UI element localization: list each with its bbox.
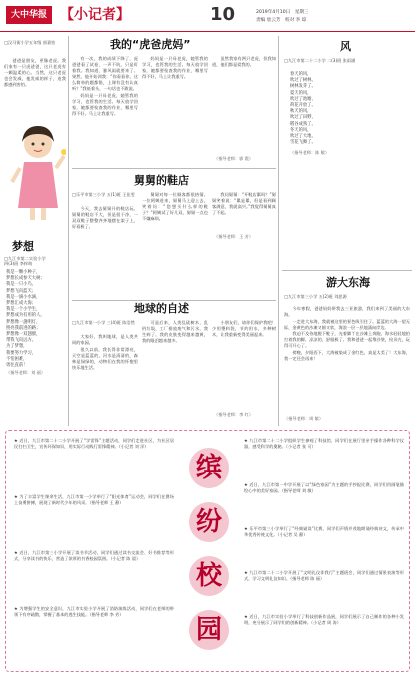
news-text: ★ 为增强学生的安全意识，九江市实验小学开展了消防演练活动，同学们在老师的带领下有序疏散，掌握了基本的逃生技能。（指导老师 李 芳） (14, 606, 174, 618)
campus-title-char: 纷 (189, 502, 229, 542)
campus-title-char: 校 (189, 556, 229, 596)
poem-line: 带我飞向远方。 (6, 338, 37, 344)
news-text: ★ 近日，九江市实验小学举行了科技创新作品展，同学们展示了自己制作的各种小发明，充分展示了同学们的创新精神。（小记者 周 涛） (244, 614, 404, 626)
article-body-dad (212, 56, 276, 154)
poem-line: 吹过了树林， (290, 78, 316, 84)
paragraph: 今年寒假，爸爸妈妈带我去三亚旅游，我们来到了美丽的大东海。 (284, 306, 410, 317)
paragraph: 今天，我去舅舅开的鞋店玩。舅舅的鞋店不大，但是很干净，一双双鞋子整整齐齐地摆在架子上，好看极了。 (72, 206, 138, 229)
poem-line: 为了梦想， (6, 344, 28, 350)
poem-line: 春天的风， (290, 72, 312, 77)
article-byline-dream: □九江市第二实验小学 四(3)班 李梓萌 (4, 256, 46, 267)
article-teacher-earth: （指导老师：李 红） (214, 412, 254, 417)
article-body-store (72, 206, 138, 240)
poem-line: 树林发芽了。 (290, 84, 316, 90)
article-title-earth: 地球的自述 (134, 302, 189, 315)
poem-line: 我是一只小鸟， (6, 282, 37, 288)
paragraph: 妈妈是一只母老虎，她管我的学习，也管我的生活。每天放学回家，她都要检查我的作业，哪里写得不好，马上让我重写。 (142, 56, 208, 79)
article-body-dad (72, 56, 138, 164)
news-text: ★ 九江市第二十二小学组织学生参观了科技馆，同学们在展厅里亲手操作各种科学仪器，感受科学的奥秘。（小记者 张 可） (244, 438, 404, 450)
poem-line: 吹过了大地， (290, 134, 316, 140)
paragraph: 大家好，我叫地球，是人类共同的家园。 (72, 334, 138, 345)
paragraph: 妈妈是一只母老虎，她管我的学习，也管我的生活。每天放学回家，她都要检查我的作业，哪里写得不好，马上让我重写。 (72, 92, 138, 116)
news-text: ★ 近日，九江市第一中学开展了以“绿色家园”为主题的手抄报比赛，同学们用画笔描绘心中的美好家园。（指导老师 刘 敏） (244, 482, 404, 494)
article-byline-earth: □九江市第一小学 三(4)班 陈浩然 (72, 320, 135, 325)
row-divider (72, 300, 276, 301)
news-text: ★ 近日，九江市第三小学开展了读书节活动，同学们通过读书交流会、好书推荐等形式，分享读书的快乐，营造了浓厚的书香校园氛围。（小记者 陈 晨） (14, 550, 174, 562)
paragraph: 虽然我家有两只老虎，但我知道，他们都是爱我的。 (212, 56, 276, 67)
article-title-sea: 游大东海 (326, 276, 370, 289)
column-divider (68, 36, 69, 426)
paragraph: 小朋友们，请你们保护我吧！少用塑料袋，节约用水，多种树木，让我重新变得美丽起来。 (212, 320, 276, 337)
issue-date: 2019年4月10日 星期三 (256, 10, 309, 15)
campus-news-item (14, 606, 174, 666)
article-teacher-sea: （指导老师：周 敏） (284, 416, 324, 421)
editor-credits: 责编 詹云芳 校对 李 琼 (256, 18, 307, 23)
article-title-dream: 梦想 (12, 240, 34, 253)
newspaper-logo: 大中华报 (6, 6, 52, 24)
poem-line: 梦想像一双翅膀， (6, 332, 41, 338)
paragraph: 很久以前，我长得非常漂亮，天空是蓝蓝的，河水是清清的，森林是绿绿的，动物们在我的怀抱里快乐地生活。 (72, 346, 138, 370)
campus-title (180, 440, 238, 668)
row-divider (72, 168, 276, 169)
poem-wind (290, 72, 408, 146)
masthead (0, 0, 415, 32)
poem-line: 我是一颗小种子， (6, 270, 41, 275)
article-title-store: 舅舅的鞋店 (134, 174, 189, 187)
poem-line: 梦想飞向蓝天； (6, 288, 37, 294)
campus-news-item (14, 550, 174, 602)
article-body-dad (4, 58, 66, 116)
paragraph: 我迫不及待地脱下鞋子，光着脚丫在沙滩上奔跑。海水轻轻地拍打着我的脚，凉凉的，舒服极了。我和爸爸一起堆沙堡，捡贝壳，玩得可开心了。 (284, 331, 410, 348)
poem-line: 梦想像一盏明灯， (6, 319, 41, 325)
poem-line: 我要努力学习， (6, 350, 37, 356)
campus-title-char: 缤 (189, 448, 229, 488)
poem-line: 不怕困难， (6, 356, 28, 362)
news-text: ★ 近日，九江市第二十二小学开展了“学雷锋”主题活动，同学们走进社区，为社区居民打扫卫生，宣传环保知识，用实际行动践行雷锋精神。（小记者 刘 洋） (14, 438, 174, 450)
poem-line: 照亮我前进的路； (6, 325, 41, 331)
article-title-wind: 风 (340, 40, 351, 53)
news-text: ★ 为了丰富学生课余生活，九江市第一小学举行了“阳光体育”运动会，同学们在赛场上奋勇拼搏，展现了新时代少年的风采。（指导老师 王 静） (14, 494, 174, 506)
poem-line: 吹过了池塘， (290, 96, 316, 102)
row-divider (282, 270, 412, 271)
campus-news-item (244, 614, 404, 664)
paragraph: 可是后来，人类乱砍树木，乱扔垃圾，工厂排放废气和污水，我生病了。我的皮肤变得越来越黄，我的眼泪越来越多。 (142, 320, 208, 343)
campus-news-item (14, 494, 174, 546)
article-byline-sea: □九江市第三小学 五(2)班 刘思源 (284, 294, 347, 299)
paragraph: 舅舅对每一位顾客都很热情。一位阿姨进来，舅舅马上迎上去，笑着问：“您想买什么样的鞋子？”阿姨试了好几双，舅舅一点也不嫌麻烦。 (142, 192, 208, 221)
campus-news-item (244, 438, 404, 478)
article-body-earth (72, 334, 138, 422)
poem-line: 稻谷成熟了。 (290, 121, 316, 127)
article-title-dad: 我的“虎爸虎妈” (110, 38, 191, 51)
article-byline-dad: □汉马街小学五年级 郭嘉怡 (4, 40, 56, 45)
poem-line: 梦想长成参天大树； (6, 276, 45, 282)
poem-line: 我是一个小学生， (6, 307, 41, 313)
section-title: 【小记者】 (60, 7, 130, 23)
poem-line: 吹过了田野， (290, 115, 316, 121)
page-number: 10 (210, 4, 236, 25)
article-body-earth (212, 320, 276, 410)
article-teacher-dream: （指导老师：刘 丽） (6, 370, 46, 375)
column-divider (278, 36, 279, 426)
article-body-sea (284, 306, 410, 414)
paragraph: 爸爸是朋友，更像老虎。我们家有一只虎爸爸，这只老虎有一颗温柔的心。当然，这只老虎也会发威，他发威的样子，连我都感到害怕。 (4, 58, 66, 87)
paragraph: 我问舅舅：“开鞋店累吗？”舅舅笑着说：“累是累，但是看到顾客满意，我就高兴。”我觉得舅舅真了不起。 (212, 192, 276, 215)
paragraph: 傍晚，夕阳西下，大海被染成了金红色，真是太美了！大东海，我一定还会再来！ (284, 349, 410, 361)
news-text: ★ 九江市第二十二小学开展了“文明礼仪伴我行”主题班会，同学们通过情景表演等形式，学习文明礼仪知识。（指导老师 陈 丽） (244, 570, 404, 582)
campus-news-item (244, 526, 404, 566)
poem-line: 勇往直前！ (6, 363, 28, 369)
article-teacher-wind: （指导老师：陈 敏） (290, 150, 330, 155)
article-body-earth (142, 320, 208, 422)
poem-line: 秋天的风， (290, 109, 312, 115)
article-byline-store: □乐平市第三小学 五(1)班 王佳雯 (72, 192, 135, 197)
article-teacher-store: （指导老师：王 芳） (214, 234, 254, 239)
paragraph: 有一次，我的成绩下降了，虎爸爸看了试卷，一声不吭，只是盯着我。我知道，暴风雨就要来了。果然，他开始训我：“你看看你，这么简单的题都错，上课有没有认真听？”我低着头，一句话也不敢说。 (72, 56, 138, 91)
article-body-store (142, 192, 208, 240)
campus-title-char: 园 (189, 610, 229, 650)
article-body-dad (142, 56, 208, 164)
poem-line: 夏天的风， (290, 90, 312, 96)
poem-line: 梦想成为有用的人。 (6, 313, 45, 319)
article-body-store (212, 192, 276, 232)
girl-illustration (10, 118, 66, 224)
poem-line: 荷花开放了。 (290, 103, 316, 109)
article-byline-wind: □九江市第二十二小学 二(3)班 张雨涵 (284, 58, 356, 63)
poem-dream (6, 270, 66, 369)
paragraph: 一走进大东海，我就被这里的景色吸引住了。蓝蓝的大海一望无际，金黄色的沙滩又细又软，海浪一层一层地涌向岸边。 (284, 318, 410, 330)
poem-line: 雪花飞舞了。 (290, 140, 316, 146)
campus-news-item (14, 438, 174, 490)
poem-line: 梦想汇成大海； (6, 301, 37, 307)
news-text: ★ 乐平市第三小学举行了“经典诵读”比赛，同学们声情并茂地朗诵经典诗文，传承中华优秀传统文化。（小记者 吴 静） (244, 526, 404, 538)
campus-news-item (244, 570, 404, 610)
poem-line: 冬天的风， (290, 127, 312, 133)
poem-line: 我是一滴小水滴， (6, 294, 41, 300)
campus-news-item (244, 482, 404, 522)
article-teacher-dad: （指导老师：郭 霞） (214, 156, 254, 161)
